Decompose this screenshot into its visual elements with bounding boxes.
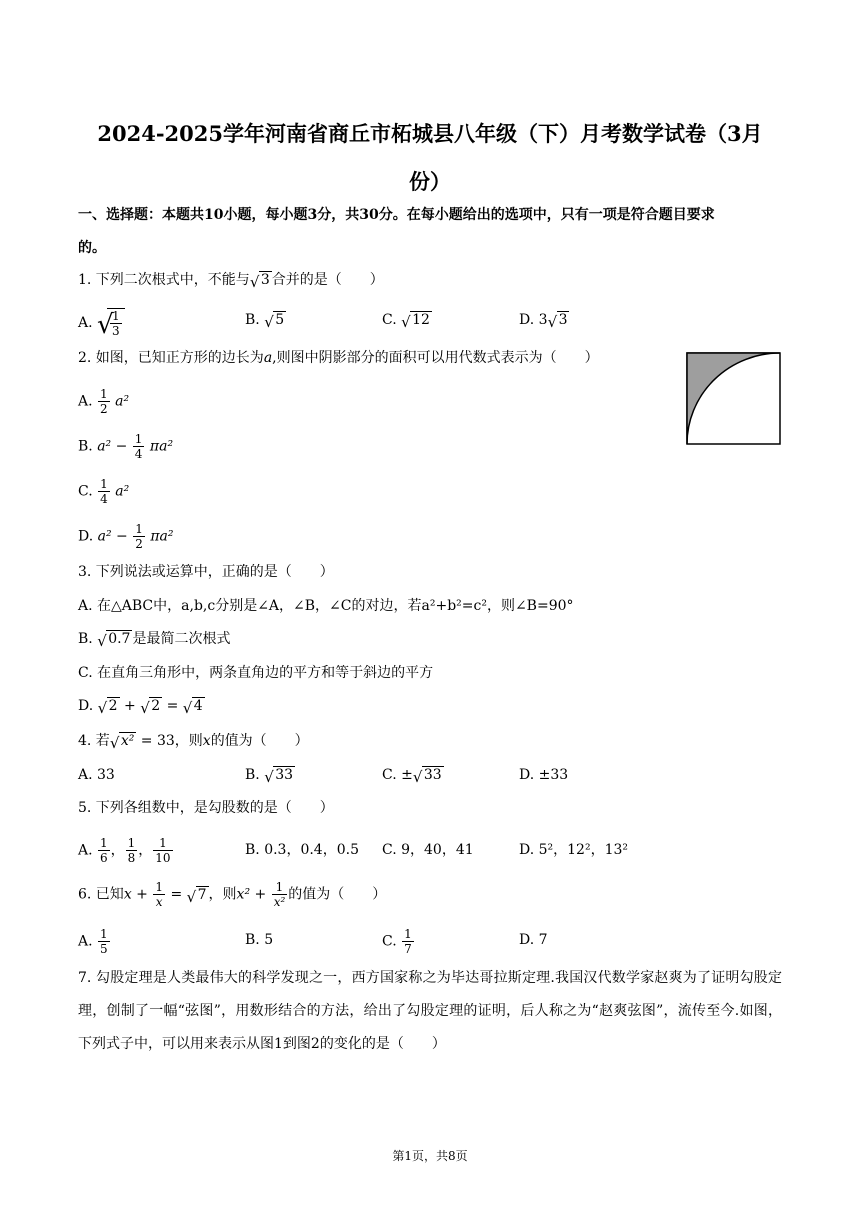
question-4-stem: 4. 若 √ x² = 33，则x的值为（ ） — [78, 733, 309, 752]
q1-option-d: D. 3 √ 3 — [519, 312, 568, 331]
question-2-stem: 2. 如图，已知正方形的边长为a,则图中阴影部分的面积可以用代数式表示为（ ） — [78, 350, 599, 366]
square-quarter-circle-figure — [686, 352, 782, 446]
section-heading-line-2: 的。 — [78, 240, 106, 256]
q4-option-b: B. √ 33 — [245, 767, 294, 786]
q6-option-c: C. $\frac{1}{7}$ — [382, 927, 412, 956]
question-7-stem: 7. 勾股定理是人类最伟大的科学发现之一，西方国家称之为毕达哥拉斯定理.我国汉代数学家赵爽为了证明勾股定理，创制了一幅“弦图”，用数形结合的方法，给出了勾股定理的证明，后人称之为“赵爽弦图”，流传至今.如图，下列式子中，可以用来表示从图1到图2的变化的是（ ） — [78, 970, 782, 1052]
q4-option-d: D. ±33 — [519, 767, 569, 783]
q2-option-c: C. $\frac{1}{4}$ a² — [78, 477, 130, 506]
title-line-1: 2024-2025学年河南省商丘市柘城县八年级（下）月考数学试卷（3月 — [97, 121, 763, 146]
q1-option-c: C. √ 12 — [382, 312, 430, 331]
q1-option-b: B. √ 5 — [245, 312, 285, 331]
q2-option-a: A. $\frac{1}{2}$ a² — [78, 387, 130, 416]
q4-option-a: A. 33 — [78, 767, 115, 783]
q6-option-b: B. 5 — [245, 932, 274, 948]
q3-option-b: B. √ 0.7 是最简二次根式 — [78, 631, 231, 650]
question-3-stem: 3. 下列说法或运算中，正确的是（ ） — [78, 564, 334, 580]
page-footer: 第1页，共8页 — [392, 1149, 468, 1163]
q5-option-b: B. 0.3，0.4，0.5 — [245, 842, 359, 858]
q4-option-c: C. ± √ 33 — [382, 767, 442, 786]
q3-option-d: D. √ 2 + √ 2 = √ 4 — [78, 698, 203, 717]
q6-option-a: A. $\frac{1}{5}$ — [78, 927, 108, 956]
q5-option-d: D. 5²，12²，13² — [519, 842, 628, 858]
q3-option-c: C. 在直角三角形中，两条直角边的平方和等于斜边的平方 — [78, 665, 434, 681]
q6-option-d: D. 7 — [519, 932, 548, 948]
q1-text-a: 1. 下列二次根式中，不能与 — [78, 272, 250, 288]
q2-option-d: D. a² − $\frac{1}{2}$ πa² — [78, 522, 174, 551]
q5-option-a: A. $\frac{1}{6}$ ， $\frac{1}{8}$ ， $\frac{1}{10}$ — [78, 836, 171, 865]
q2-option-b: B. a² − $\frac{1}{4}$ πa² — [78, 432, 174, 461]
q1-text-b: 合并的是（ ） — [271, 272, 384, 288]
title-line-2: 份） — [409, 169, 451, 194]
q3-option-a: A. 在△ABC中，a,b,c分别是∠A，∠B，∠C的对边，若a²+b²=c²，则∠B=90° — [78, 598, 574, 614]
q1-option-a: A. √ $\frac{1}{3}$ — [78, 308, 125, 338]
exam-title — [70, 110, 790, 206]
q5-option-c: C. 9，40，41 — [382, 842, 474, 858]
question-5-stem: 5. 下列各组数中，是勾股数的是（ ） — [78, 800, 334, 816]
q1-sqrt: √ 3 — [249, 272, 270, 291]
question-6-stem: 6. 已知x + $\frac{1}{x}$ = √ 7 ，则x² + $\frac{1}{\text{x²}}$ 的值为（ ） — [78, 880, 387, 909]
question-1-stem — [78, 270, 384, 290]
section-heading-line-1: 一、选择题：本题共10小题，每小题3分，共30分。在每小题给出的选项中，只有一项是符合题目要求 — [78, 207, 715, 223]
